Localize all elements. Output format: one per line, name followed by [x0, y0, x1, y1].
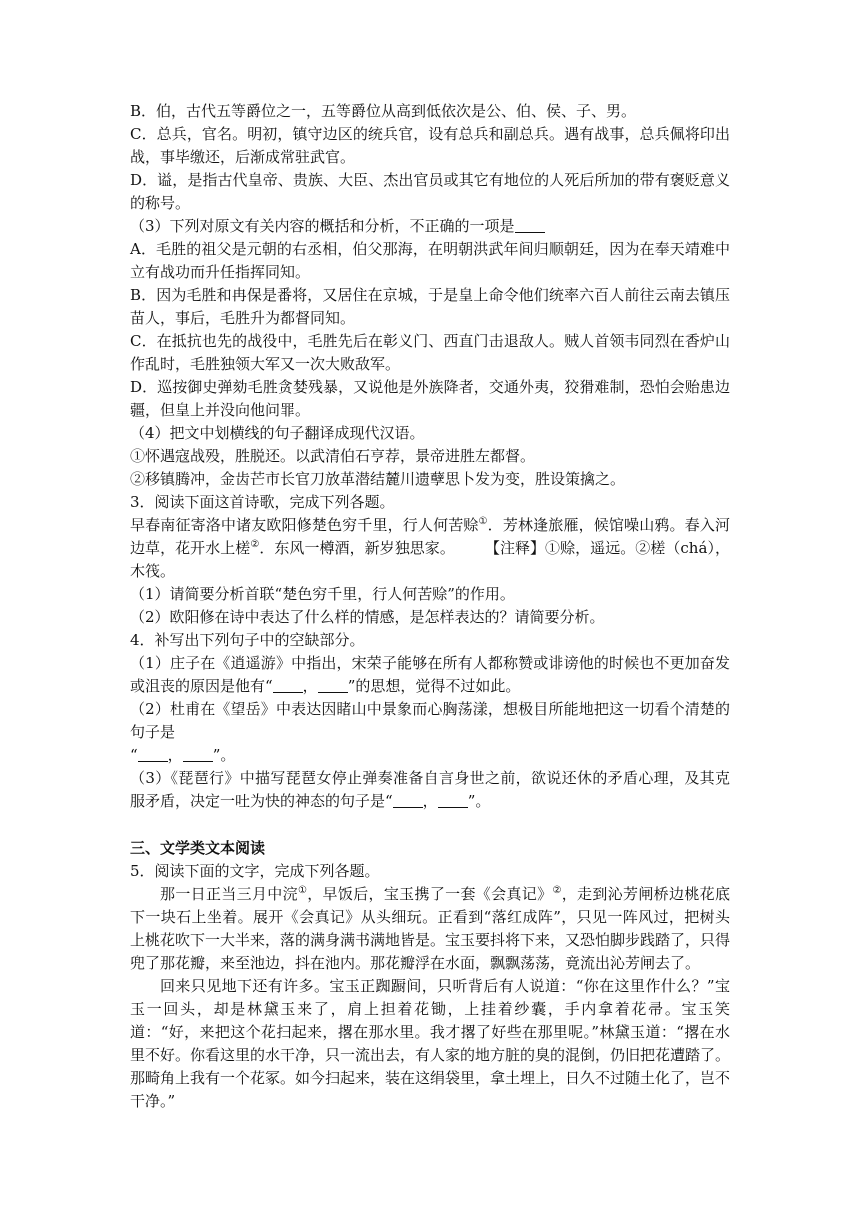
answer-blank [138, 747, 168, 762]
question-5: 5．阅读下面的文字，完成下列各题。 [130, 862, 380, 880]
answer-blank [273, 678, 303, 693]
answer-blank [318, 678, 348, 693]
fill-question-3-tail: ”。 [467, 792, 491, 810]
open-quote: “ [130, 746, 138, 764]
option-c: C．总兵，官名。明初，镇守边区的统兵官，设有总兵和副总兵。遇有战事，总兵佩将印出战，事毕缴还，后渐成常驻武官。 [130, 125, 730, 166]
comma-separator: ， [302, 677, 318, 695]
fill-question-1 [130, 652, 730, 698]
document-content [130, 100, 730, 1113]
fill-question-3-text: （3）《琵琶行》中描写琵琶女停止弹奏准备自言身世之前，欲说还休的矛盾心理，及其克服矛盾，决定一吐为快的神态的句子是“ [130, 769, 730, 810]
fill-question-1-text: （1）庄子在《逍遥游》中指出，宋荣子能够在所有人都称赞或诽谤他的时候也不更加奋发或沮丧的原因是他有“ [130, 654, 730, 695]
footnote-marker-1: ① [478, 516, 488, 527]
option-d: D．谥，是指古代皇帝、贵族、大臣、杰出官员或其它有地位的人死后所加的带有褒贬意义的称号。 [130, 171, 730, 212]
answer-blank [438, 793, 468, 808]
poem-question-1: （1）请简要分析首联“楚色穷千里，行人何苦赊”的作用。 [130, 585, 515, 603]
poem-part-a: 早春南征寄洛中诸友欧阳修楚色穷千里，行人何苦赊 [130, 516, 479, 534]
question-3-text: （3）下列对原文有关内容的概括和分析，不正确的一项是 [130, 217, 515, 235]
question-3 [130, 215, 730, 238]
question-3-option-c: C．在抵抗也先的战役中，毛胜先后在彰义门、西直门击退敌人。贼人首领韦同烈在香炉山作乱时，毛胜独领大军又一次大败敌军。 [130, 332, 730, 373]
answer-blank [393, 793, 423, 808]
fill-question-2-tail: ”。 [212, 746, 236, 764]
comma-separator: ， [422, 792, 438, 810]
fill-question-1-tail: ”的思想，觉得不过如此。 [347, 677, 521, 695]
poem-text [130, 514, 730, 583]
fill-question-3 [130, 767, 730, 813]
footnote-marker-2: ② [250, 539, 260, 550]
question-4-sentence-2: ②移镇腾冲，金齿芒市长官刀放革潜结麓川遗孽思卜发为变，胜设策擒之。 [130, 470, 626, 488]
paragraph-1-part-a: 那一日正当三月中浣 [160, 885, 298, 903]
poem-part-b: ．芳林逢旅雁，候馆噪山鸦。春入河边草，花开水上槎 [130, 516, 730, 557]
fill-question-2: （2）杜甫在《望岳》中表达因睹山中景象而心胸荡漾，想极目所能地把这一切看个清楚的句子是 [130, 700, 730, 741]
poem-part-c: ．东风一樽酒，新岁独思家。 [259, 539, 455, 557]
passage-paragraph-2: 回来只见地下还有许多。宝玉正踟蹰间，只听背后有人说道：“你在这里作什么？”宝玉一回头，却是林黛玉来了，肩上担着花锄，上挂着纱囊，手内拿着花帚。宝玉笑道：“好，来把这个花扫起来，撂在那水里。我才撂了好些在那里呢。”林黛玉道：“撂在水里不好。你看这里的水干净，只一流出去，有人家的地方脏的臭的混倒，仍旧把花遭踏了。那畸角上我有一个花冢。如今扫起来，装在这绢袋里，拿土埋上，日久不过随土化了，岂不干净。” [130, 977, 731, 1110]
question-4-sentence-1: ①怀遇寇战殁，胜脱还。以武清伯石亨荐，景帝进胜左都督。 [130, 447, 536, 465]
passage-paragraph-1 [130, 883, 730, 975]
question-3-option-d: D．巡按御史弹劾毛胜贪婪残暴，又说他是外族降者，交通外夷，狡猾难制，恐怕会贻患边疆，但皇上并没向他问罪。 [130, 378, 730, 419]
poem-note: 【注释】①赊，遥远。②槎（chá），木筏。 [130, 539, 730, 580]
paragraph-1-part-b: ，早饭后，宝玉携了一套《会真记》 [307, 885, 553, 903]
answer-blank [515, 218, 545, 233]
option-b: B．伯，古代五等爵位之一，五等爵位从高到低依次是公、伯、侯、子、男。 [130, 102, 637, 120]
section-4-heading: 4．补写出下列句子中的空缺部分。 [130, 631, 365, 649]
question-3-option-a: A．毛胜的祖父是元朝的右丞相，伯父那海，在明朝洪武年间归顺朝廷，因为在奉天靖难中立有战功而升任指挥同知。 [130, 240, 730, 281]
fill-question-2-blanks [130, 744, 730, 767]
answer-blank [183, 747, 213, 762]
section-literary-reading: 三、文学类文本阅读 [130, 839, 266, 857]
footnote-marker-1: ① [297, 885, 308, 896]
paragraph-1-part-c: ，走到沁芳闸桥边桃花底下一块石上坐着。展开《会真记》从头细玩。正看到“落红成阵”，只见一阵风过，把树头上桃花吹下一大半来，落的满身满书满地皆是。宝玉要抖将下来，又恐怕脚步践踏了，只得兜了那花瓣，来至池边，抖在池内。那花瓣浮在水面，飘飘荡荡，竟流出沁芳闸去了。 [130, 885, 731, 972]
question-3-option-b: B．因为毛胜和冉保是番将，又居住在京城，于是皇上命令他们统率六百人前往云南去镇压苗人，事后，毛胜升为都督同知。 [130, 286, 730, 327]
comma-separator: ， [167, 746, 183, 764]
poem-question-2: （2）欧阳修在诗中表达了什么样的情感，是怎样表达的？请简要分析。 [130, 608, 605, 626]
section-3-heading: 3．阅读下面这首诗歌，完成下列各题。 [130, 493, 395, 511]
question-4: （4）把文中划横线的句子翻译成现代汉语。 [130, 424, 425, 442]
footnote-marker-2: ② [552, 885, 562, 896]
